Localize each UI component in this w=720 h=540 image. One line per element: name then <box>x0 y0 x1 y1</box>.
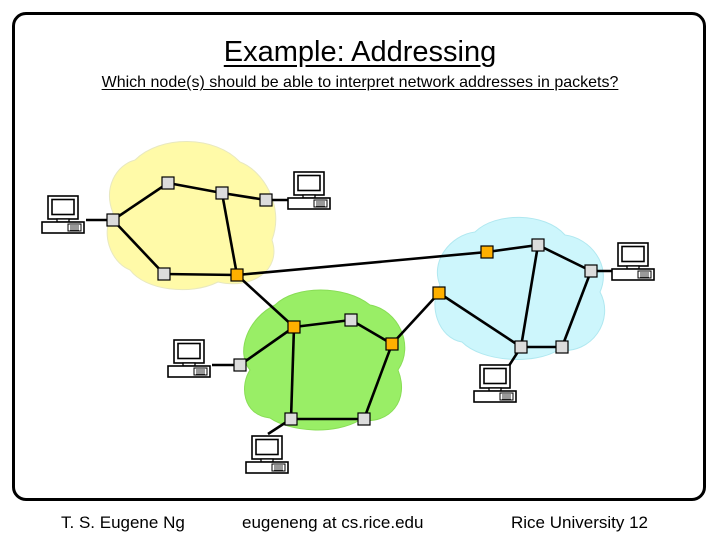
gateway-router-icon <box>386 338 398 350</box>
footer-email: eugeneng at cs.rice.edu <box>242 513 424 532</box>
router-node-icon <box>162 177 174 189</box>
router-node-icon <box>107 214 119 226</box>
router-node-icon <box>585 265 597 277</box>
gateway-router-icon <box>288 321 300 333</box>
router-node-icon <box>358 413 370 425</box>
gateway-router-icon <box>481 246 493 258</box>
network-cloud-green <box>244 290 405 430</box>
router-node-icon <box>345 314 357 326</box>
footer-author: T. S. Eugene Ng <box>61 513 185 532</box>
router-node-icon <box>532 239 544 251</box>
slide-title: Example: Addressing <box>223 36 497 68</box>
router-node-icon <box>260 194 272 206</box>
router-node-icon <box>556 341 568 353</box>
router-node-icon <box>515 341 527 353</box>
router-node-icon <box>234 359 246 371</box>
router-node-icon <box>285 413 297 425</box>
network-cloud-yellow <box>107 141 276 289</box>
slide-question: Which node(s) should be able to interpret network addresses in packets? <box>101 74 619 91</box>
gateway-router-icon <box>433 287 445 299</box>
host-computer-icon <box>168 340 210 377</box>
host-computer-icon <box>42 196 84 233</box>
host-computer-icon <box>288 172 330 209</box>
network-cloud-blue <box>435 217 605 359</box>
router-node-icon <box>216 187 228 199</box>
router-node-icon <box>158 268 170 280</box>
host-computer-icon <box>612 243 654 280</box>
gateway-router-icon <box>231 269 243 281</box>
host-computer-icon <box>246 436 288 473</box>
footer-institution-page: Rice University 12 <box>511 513 648 532</box>
host-computer-icon <box>474 365 516 402</box>
